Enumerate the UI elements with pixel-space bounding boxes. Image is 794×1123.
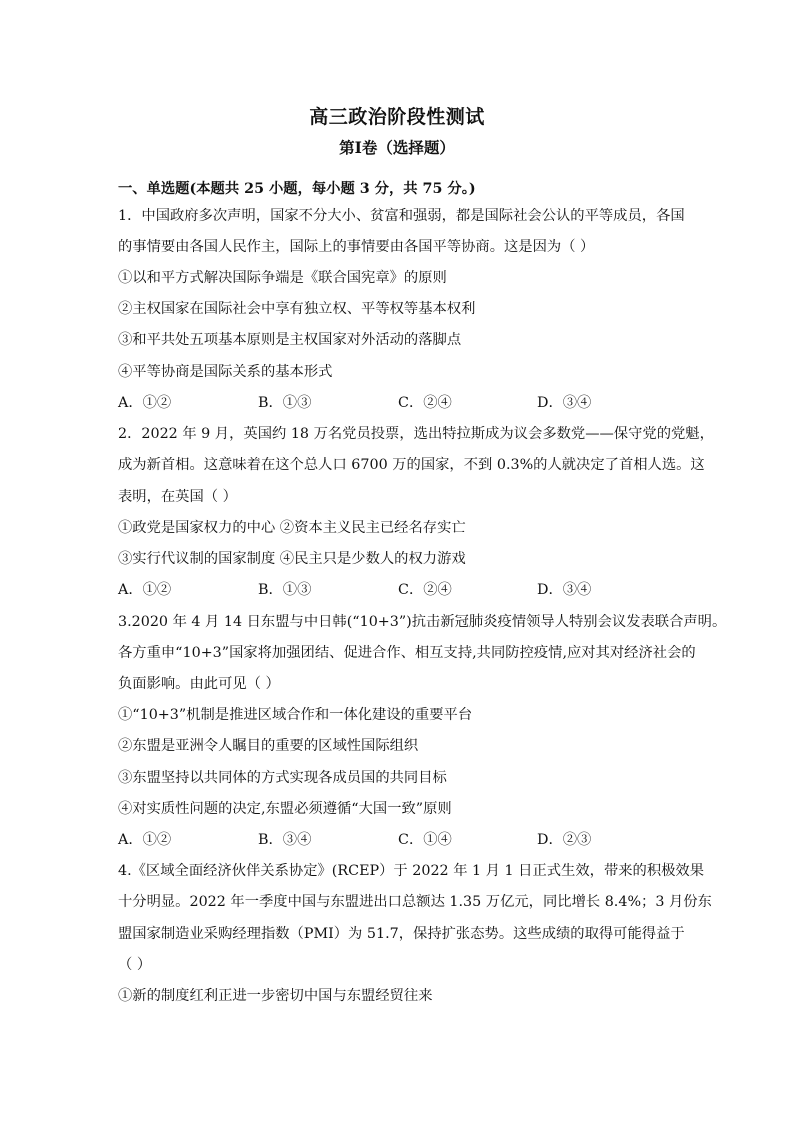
question-3-option-c: C．①④ <box>398 832 452 848</box>
question-3-item-4: ④对实质性问题的决定,东盟必须遵循“大国一致”原则 <box>118 801 452 817</box>
question-1-item-3: ③和平共处五项基本原则是主权国家对外活动的落脚点 <box>118 332 462 348</box>
question-4-item-1: ①新的制度红利正进一步密切中国与东盟经贸往来 <box>118 988 433 1004</box>
section-subtitle: 第Ⅰ卷（选择题） <box>339 138 455 157</box>
question-2-items-row-2: ③实行代议制的国家制度 ④民主只是少数人的权力游戏 <box>118 551 466 567</box>
question-3-stem-line-3: 负面影响。由此可见（ ） <box>118 676 280 692</box>
question-1-option-b: B．①③ <box>258 395 312 411</box>
question-2-stem-line-3: 表明，在英国（ ） <box>118 489 237 505</box>
question-4-stem-line-2: 十分明显。2022 年一季度中国与东盟进出口总额达 1.35 万亿元，同比增长 8.4%；3 月份东 <box>118 894 712 910</box>
question-3-option-d: D．②③ <box>537 832 592 848</box>
question-1-stem-line-1: 1．中国政府多次声明，国家不分大小、贫富和强弱，都是国际社会公认的平等成员，各国 <box>118 208 685 224</box>
question-4-stem-line-4: （ ） <box>118 957 152 973</box>
question-2-stem-line-2: 成为新首相。这意味着在这个总人口 6700 万的国家，不到 0.3%的人就决定了首相人选。这 <box>118 457 705 473</box>
question-3-option-a: A．①② <box>118 832 172 848</box>
question-3-option-b: B．③④ <box>258 832 312 848</box>
question-2-option-c: C．②④ <box>398 582 452 598</box>
question-2-option-a: A．①② <box>118 582 172 598</box>
section-heading: 一、单选题(本题共 25 小题，每小题 3 分，共 75 分。) <box>118 181 476 197</box>
question-3-item-2: ②东盟是亚洲令人瞩目的重要的区域性国际组织 <box>118 738 419 754</box>
question-4-stem-line-3: 盟国家制造业采购经理指数（PMI）为 51.7，保持扩张态势。这些成绩的取得可能得益于 <box>118 926 685 942</box>
question-1-option-d: D．③④ <box>537 395 592 411</box>
question-4-stem-line-1: 4.《区域全面经济伙伴关系协定》(RCEP）于 2022 年 1 月 1 日正式生效，带来的积极效果 <box>118 863 705 879</box>
question-1-item-4: ④平等协商是国际关系的基本形式 <box>118 364 333 380</box>
question-3-stem-line-1: 3.2020 年 4 月 14 日东盟与中日韩(“10+3”)抗击新冠肺炎疫情领导人特别会议发表联合声明。 <box>118 614 727 630</box>
question-2-items-row-1: ①政党是国家权力的中心 ②资本主义民主已经名存实亡 <box>118 520 466 536</box>
question-1-option-a: A．①② <box>118 395 172 411</box>
question-1-option-c: C．②④ <box>398 395 452 411</box>
question-3-item-1: ①“10+3”机制是推进区域合作和一体化建设的重要平台 <box>118 707 473 723</box>
question-2-option-b: B．①③ <box>258 582 312 598</box>
question-3-item-3: ③东盟坚持以共同体的方式实现各成员国的共同目标 <box>118 770 447 786</box>
question-3-stem-line-2: 各方重申“10+3”国家将加强团结、促进合作、相互支持,共同防控疫情,应对其对经济社会的 <box>118 645 696 661</box>
question-1-item-1: ①以和平方式解决国际争端是《联合国宪章》的原则 <box>118 270 447 286</box>
page-title: 高三政治阶段性测试 <box>309 106 485 128</box>
question-2-option-d: D．③④ <box>537 582 592 598</box>
question-1-item-2: ②主权国家在国际社会中享有独立权、平等权等基本权利 <box>118 301 476 317</box>
question-1-stem-line-2: 的事情要由各国人民作主，国际上的事情要由各国平等协商。这是因为（ ） <box>118 239 595 255</box>
question-2-stem-line-1: 2．2022 年 9 月，英国约 18 万名党员投票，选出特拉斯成为议会多数党——保守党的党魁， <box>118 426 714 442</box>
